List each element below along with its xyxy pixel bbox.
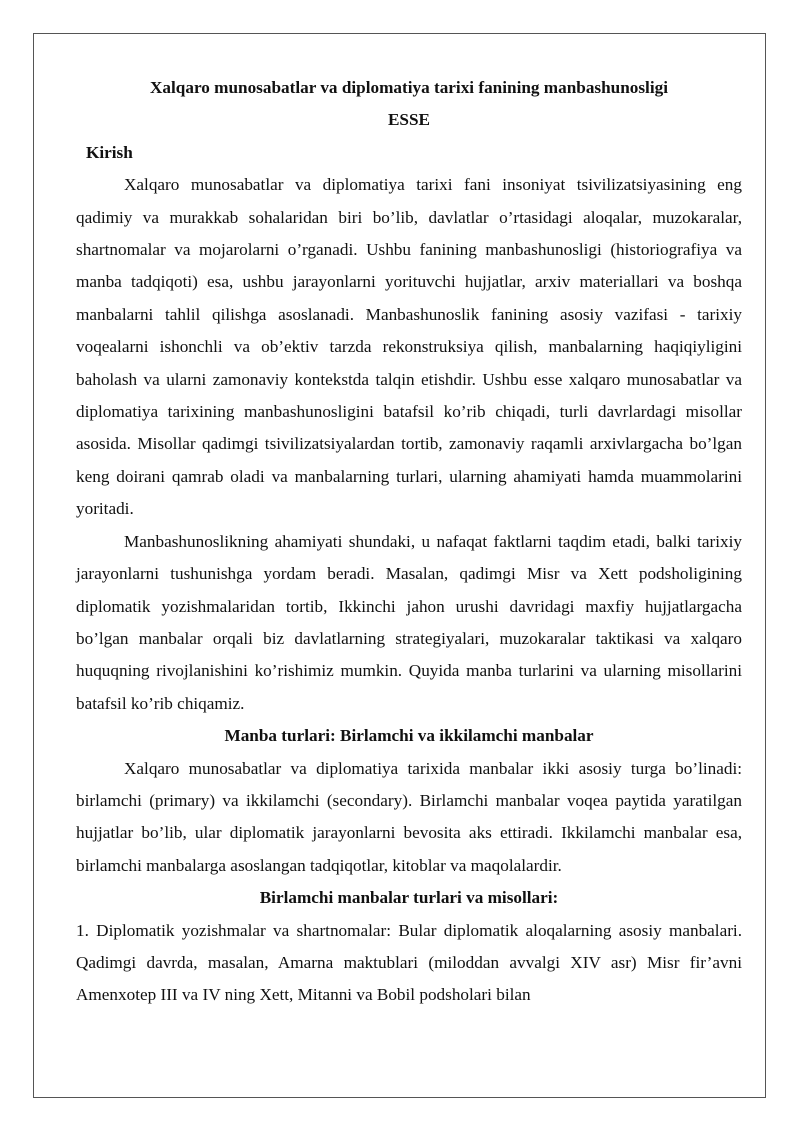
section-heading-source-types: Manba turlari: Birlamchi va ikkilamchi manbalar (224, 726, 594, 746)
intro-paragraph-1: Xalqaro munosabatlar va diplomatiya tarixi fani insoniyat tsivilizatsiyasining eng qadimiy va murakkab sohalaridan biri bo’lib, davlatlar o’rtasidagi aloqalar, muzokaralar, shartnomalar va mojarolarni o’rganadi. Ushbu fanining manbashunosligi (historiografiya va manba tadqiqoti) esa, ushbu jarayonlarni yorituvchi hujjatlar, arxiv materiallari va boshqa manbalarni tahlil qilishga asoslanadi. Manbashunoslik fanining asosiy vazifasi - tarixiy voqealarni ishonchli va ob’ektiv tarzda rekonstruksiya qilish, manbalarning haqiqiyligini baholash va ularni zamonaviy kontekstda talqin etishdir. Ushbu esse xalqaro munosabatlar va diplomatiya tarixining manbashunosligini batafsil ko’rib chiqadi, turli davrlardagi misollar asosida. Misollar qadimgi tsivilizatsiyalardan tortib, zamonaviy raqamli arxivlargacha bo’lgan keng doirani qamrab oladi va manbalarning turlari, ularning ahamiyati hamda muammolarini yoritadi. (76, 175, 742, 519)
document-body (76, 72, 742, 1012)
section-paragraph-source-types: Xalqaro munosabatlar va diplomatiya tarixida manbalar ikki asosiy turga bo’linadi: birlamchi (primary) va ikkilamchi (secondary). Birlamchi manbalar voqea paytida yaratilgan hujjatlar bo’lib, ular diplomatik jarayonlarni bevosita aks ettiradi. Ikkilamchi manbalar esa, birlamchi manbalarga asoslangan tadqiqotlar, kitoblar va maqolalardir. (76, 758, 742, 875)
document-subtitle: ESSE (387, 110, 431, 130)
document-title: Xalqaro munosabatlar va diplomatiya tarixi fanining manbashunosligi (150, 78, 668, 97)
intro-heading: Kirish (86, 142, 133, 162)
section-paragraph-primary-sources: 1. Diplomatik yozishmalar va shartnomalar: Bular diplomatik aloqalarning asosiy manbalari. Qadimgi davrda, masalan, Amarna maktublari (miloddan avvalgi XIV asr) Misr fir’avni Amenxotep III va IV ning Xett, Mitanni va Bobil podsholari bilan (76, 920, 742, 1005)
intro-paragraph-2: Manbashunoslikning ahamiyati shundaki, u nafaqat faktlarni taqdim etadi, balki tarixiy jarayonlarni tushunishga yordam beradi. Masalan, qadimgi Misr va Xett podsholigining diplomatik yozishmalaridan tortib, Ikkinchi jahon urushi davridagi maxfiy hujjatlargacha bo’lgan manbalar orqali biz davlatlarning strategiyalari, muzokaralar taktikasi va xalqaro huquqning rivojlanishini ko’rishimiz mumkin. Quyida manba turlarini va ularning misollarini batafsil ko’rib chiqamiz. (76, 531, 742, 713)
section-heading-primary-sources: Birlamchi manbalar turlari va misollari: (259, 888, 559, 908)
